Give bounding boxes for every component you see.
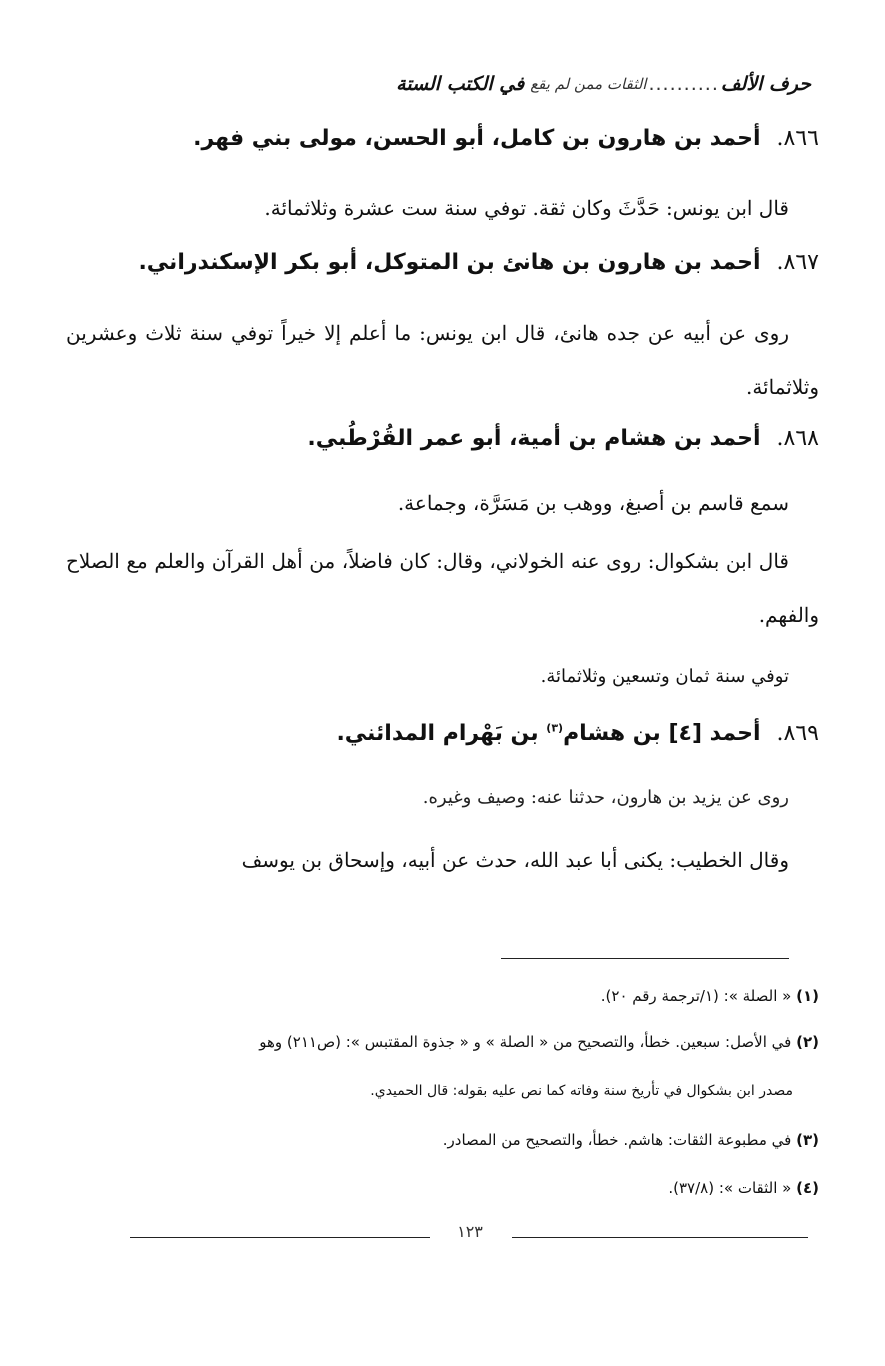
entry-868-line-2	[66, 534, 819, 642]
entry-line: سمع قاسم بن أصبغ، ووهب بن مَسَرَّة، وجماعة.	[397, 491, 789, 515]
footnote-3	[100, 1122, 819, 1158]
entry-868-line-1	[100, 476, 789, 530]
footnote-label: (٣)	[796, 1131, 819, 1149]
header-dots: ..........	[648, 73, 719, 95]
entry-868-title	[100, 426, 819, 451]
entry-867-text	[66, 306, 819, 414]
footnote-label: (١)	[796, 987, 819, 1005]
footnote-label: (٢)	[796, 1033, 819, 1051]
entry-866-title	[100, 126, 819, 151]
footnote-marker[interactable]: (٣)	[546, 721, 564, 735]
bottom-rule-right	[512, 1237, 808, 1238]
entry-number: ٨٦٩.	[776, 721, 819, 746]
footnote-2	[70, 1024, 819, 1060]
entry-868-line-3	[100, 650, 789, 704]
entry-line: وقال الخطيب: يكنى أبا عبد الله، حدث عن أبيه، وإسحاق بن يوسف	[241, 848, 789, 872]
entry-number: ٨٦٦.	[776, 126, 819, 151]
footnote-4	[100, 1170, 819, 1206]
entry-867-title	[100, 250, 819, 275]
header-subtitle-cont: في الكتب الستة	[396, 73, 525, 95]
entry-866-text	[100, 181, 789, 235]
entry-line: قال ابن بشكوال: روى عنه الخولاني، وقال: كان فاضلاً، من أهل القرآن والعلم مع الصلاح والفهم.	[66, 549, 819, 627]
entry-name: أحمد بن هارون بن كامل، أبو الحسن، مولى بني فهر.	[193, 126, 761, 151]
header-subtitle: الثقات ممن لم يقع	[530, 75, 647, 93]
bottom-rule-left	[130, 1237, 430, 1238]
footnote-label: (٤)	[796, 1179, 819, 1197]
footnote-text: مصدر ابن بشكوال في تأريخ سنة وفاته كما نص عليه بقوله: قال الحميدي.	[370, 1083, 793, 1099]
footnote-text: « الصلة »: (١/ترجمة رقم ٢٠).	[600, 987, 792, 1005]
entry-line: قال ابن يونس: حَدَّثَ وكان ثقة. توفي سنة ست عشرة وثلاثمائة.	[264, 196, 789, 220]
footnote-text: « الثقات »: (٣٧/٨).	[668, 1179, 792, 1197]
entry-number: ٨٦٧.	[776, 250, 819, 275]
running-header	[160, 66, 819, 102]
header-chapter: حرف الألف	[720, 73, 811, 95]
footnote-text: في الأصل: سبعين. خطأ، والتصحيح من « الصلة » و « جذوة المقتبس »: (ص٢١١) وهو	[259, 1033, 792, 1051]
entry-name-cont: بن بَهْرام المدائني.	[336, 721, 539, 746]
footnote-separator	[501, 958, 789, 959]
entry-number: ٨٦٨.	[776, 426, 819, 451]
footnote-1	[100, 978, 819, 1014]
entry-line: توفي سنة ثمان وتسعين وثلاثمائة.	[540, 666, 789, 687]
page-number: ١٢٣	[457, 1222, 483, 1241]
entry-869-line-2	[100, 833, 789, 887]
entry-869-title	[100, 721, 819, 746]
entry-name: أحمد [٤] بن هشام	[563, 721, 761, 746]
footnote-2-cont	[100, 1072, 819, 1109]
entry-869-line-1	[100, 771, 789, 825]
entry-name: أحمد بن هشام بن أمية، أبو عمر القُرْطُبي.	[307, 426, 761, 451]
entry-line: روى عن أبيه عن جده هانئ، قال ابن يونس: ما أعلم إلا خيراً توفي سنة ثلاث وعشرين وثلاثمائة.	[66, 321, 819, 399]
entry-name: أحمد بن هارون بن هانئ بن المتوكل، أبو بكر الإسكندراني.	[138, 250, 761, 275]
footnote-text: في مطبوعة الثقات: هاشم. خطأ، والتصحيح من المصادر.	[442, 1131, 792, 1149]
entry-line: روى عن يزيد بن هارون، حدثنا عنه: وصيف وغيره.	[422, 787, 789, 808]
